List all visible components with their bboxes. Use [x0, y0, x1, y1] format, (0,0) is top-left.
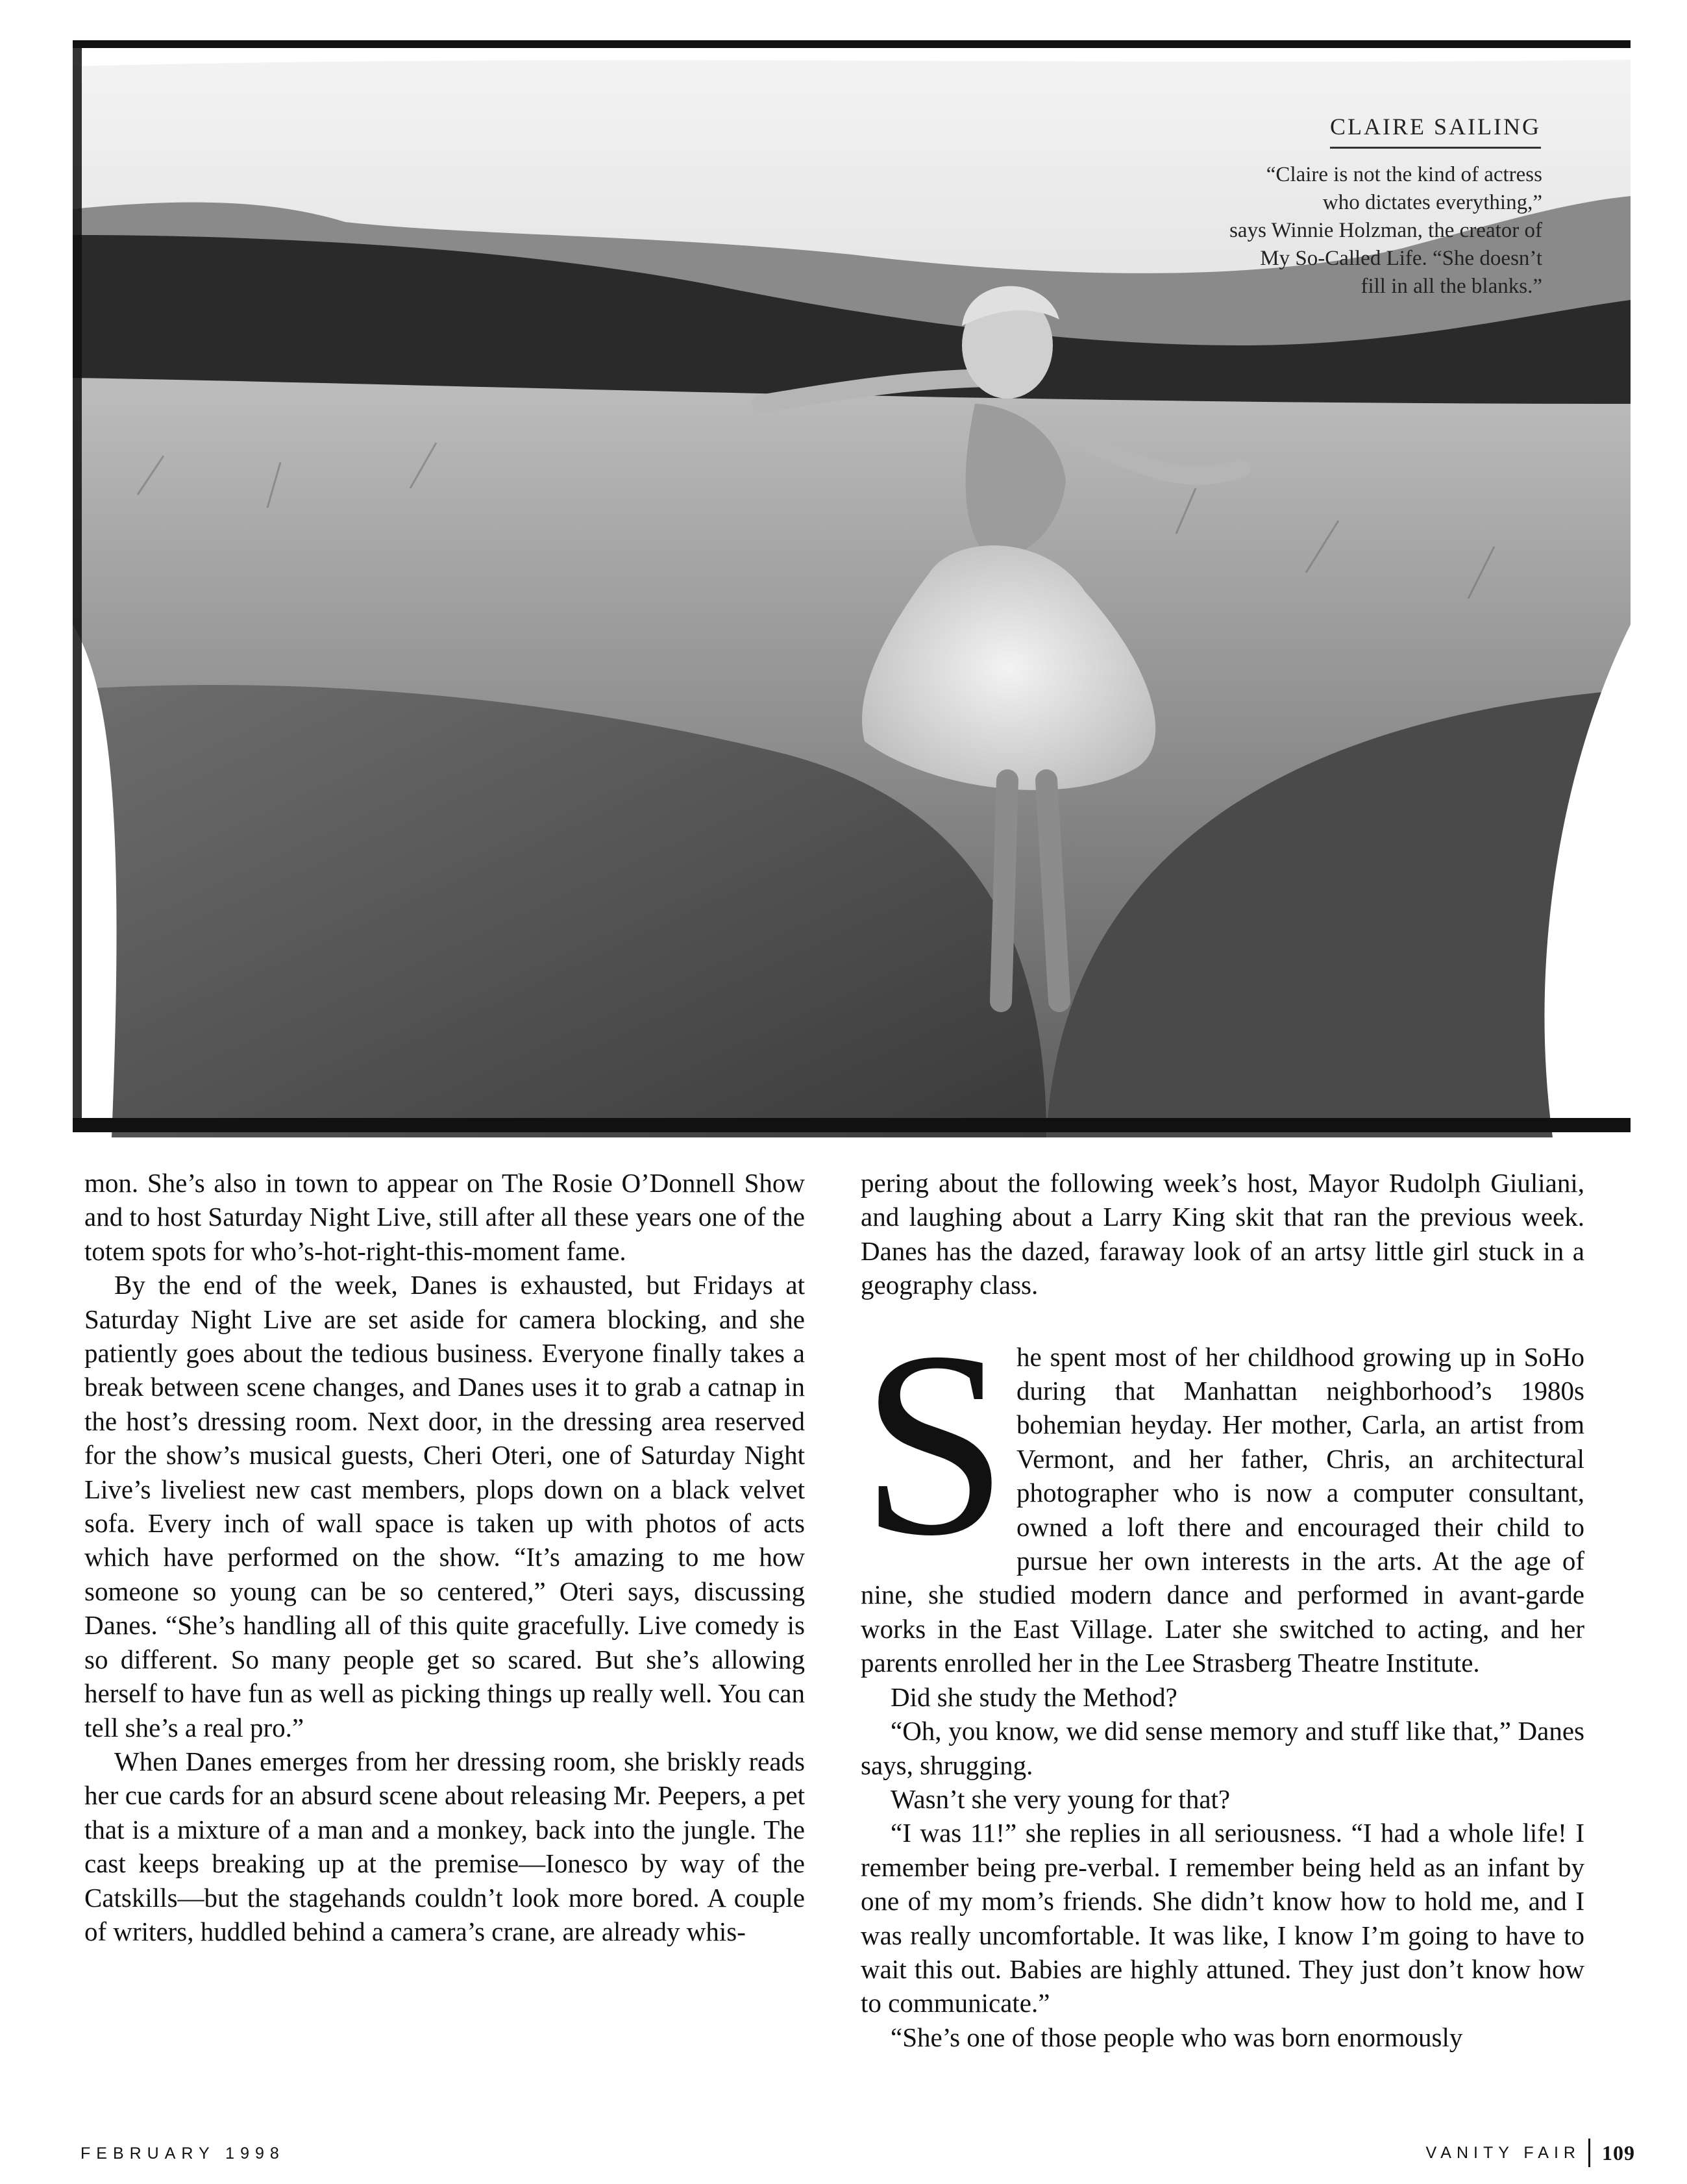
section-title: CLAIRE SAILING	[1330, 113, 1541, 149]
drop-cap-letter: S	[861, 1297, 1008, 1591]
article-paragraph: By the end of the week, Danes is exhausted, but Fridays at Saturday Night Live are set aside for camera blocking, and she patiently goes about the tedious business. Everyone finally takes a break between scene changes, and Danes uses it to grab a catnap in the host’s dressing room. Next door, in the dressing area reserved for the show’s musical guests, Cheri Oteri, one of Saturday Night Live’s liveliest new cast members, plops down on a black velvet sofa. Every inch of wall space is taken up with photos of acts which have performed on the show. “It’s amazing to me how someone so young can be so centered,” Oteri says, discussing Danes. “She’s handling all of this quite gracefully. Live comedy is so different. So many people get so scared. But she’s allowing herself to have fun as well as picking things up really well. You can tell she’s a real pro.”	[84, 1270, 805, 1743]
footer-date: FEBRUARY 1998	[80, 2144, 285, 2163]
quote-line: fill in all the blanks.”	[1361, 275, 1542, 298]
drop-cap-section	[861, 1297, 1584, 1680]
article-paragraph: mon. She’s also in town to appear on The Rosie O’Donnell Show and to host Saturday Night Live, still after all these years one of the totem spots for who’s-hot-right-this-moment fame.	[84, 1168, 805, 1266]
article-paragraph: “She’s one of those people who was born enormously	[891, 2022, 1463, 2052]
footer-folio	[1425, 2139, 1635, 2167]
article-column-right	[861, 1166, 1584, 2054]
article-paragraph: Wasn’t she very young for that?	[891, 1783, 1231, 1814]
article-column-left	[84, 1166, 805, 1948]
page-number: 109	[1602, 2141, 1635, 2165]
quote-line: “Claire is not the kind of actress	[1266, 163, 1542, 186]
quote-line: says Winnie Holzman, the creator of	[1229, 219, 1542, 242]
article-photo	[73, 40, 1631, 1137]
article-paragraph: When Danes emerges from her dressing room, she briskly reads her cue cards for an absurd scene about releasing Mr. Peepers, a pet that is a mixture of a man and a monkey, back into the jungle. The cast keeps breaking up at the premise—Ionesco by way of the Catskills—but the stagehands couldn’t look more bored. A couple of writers, huddled behind a camera’s crane, are already whis-	[84, 1746, 805, 1946]
quote-line: who dictates everything,”	[1322, 191, 1542, 214]
photo-caption-quote	[1075, 161, 1542, 301]
article-paragraph: “Oh, you know, we did sense memory and stuff like that,” Danes says, shrugging.	[861, 1716, 1584, 1780]
article-paragraph: pering about the following week’s host, Mayor Rudolph Giuliani, and laughing about a Larry King skit that ran the previous week. Danes has the dazed, faraway look of an artsy little girl stuck in a geography class.	[861, 1168, 1584, 1300]
article-paragraph: “I was 11!” she replies in all seriousness. “I had a whole life! I remember being pre-verbal. I remember being held as an infant by one of my mom’s friends. She didn’t know how to hold me, and I was really uncomfortable. It was like, I know I’m going to have to wait this out. Babies are highly attuned. They just don’t know how to communicate.”	[861, 1818, 1584, 2018]
article-paragraph: he spent most of her childhood growing up in SoHo during that Manhattan neighborhood’s 1980s bohemian heyday. Her mother, Carla, an artist from Vermont, and her father, Chris, an architectural photographer who is now a computer consultant, owned a loft there and encouraged their child to pursue her own interests in the arts. At the age of nine, she studied modern dance and performed in avant-garde works in the East Village. Later she switched to acting, and her parents enrolled her in the Lee Strasberg Theatre Institute.	[861, 1341, 1584, 1678]
quote-line: My So-Called Life. “She doesn’t	[1260, 247, 1542, 270]
folio-divider	[1588, 2139, 1590, 2167]
magazine-name: VANITY FAIR	[1425, 2143, 1581, 2162]
article-paragraph: Did she study the Method?	[891, 1681, 1177, 1712]
